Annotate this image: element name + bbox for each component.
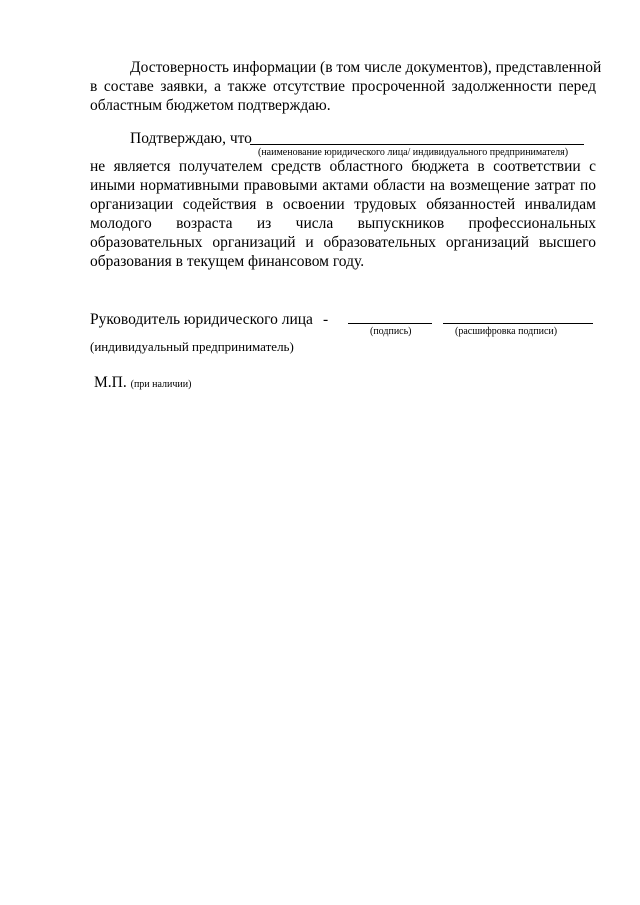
paragraph-line: иными нормативными правовыми актами области на возмещение затрат по — [90, 177, 596, 194]
signature-field[interactable] — [348, 323, 432, 324]
confirm-label: Подтверждаю, что — [130, 130, 252, 147]
dash-separator: - — [323, 311, 329, 328]
organization-name-caption: (наименование юридического лица/ индивидуального предпринимателя) — [258, 147, 569, 158]
signature-decode-field[interactable] — [443, 323, 593, 324]
paragraph-line: молодого возраста из числа выпускников профессиональных — [90, 215, 596, 232]
paragraph-line: образовательных организаций и образовательных организаций высшего — [90, 234, 596, 251]
paragraph-line: в составе заявки, а также отсутствие просроченной задолженности перед — [90, 78, 596, 95]
stamp-label: М.П. — [94, 374, 127, 391]
organization-name-field[interactable] — [250, 144, 584, 145]
paragraph-line: образования в текущем финансовом году. — [90, 253, 365, 270]
statement-paragraph — [90, 157, 596, 271]
reliability-paragraph — [90, 58, 602, 115]
stamp-placeholder — [94, 373, 191, 394]
stamp-note: (при наличии) — [130, 379, 192, 390]
signature-decode-caption: (расшифровка подписи) — [455, 326, 558, 337]
paragraph-line: Достоверность информации (в том числе документов), представленной — [130, 59, 602, 76]
head-of-entity-label: Руководитель юридического лица — [90, 311, 313, 328]
signature-caption: (подпись) — [370, 326, 412, 337]
paragraph-line: организации содействия в освоении трудовых обязанностей инвалидам — [90, 196, 596, 213]
entrepreneur-label: (индивидуальный предприниматель) — [90, 339, 294, 354]
paragraph-line: областным бюджетом подтверждаю. — [90, 97, 331, 114]
paragraph-line: не является получателем средств областного бюджета в соответствии с — [90, 158, 596, 175]
